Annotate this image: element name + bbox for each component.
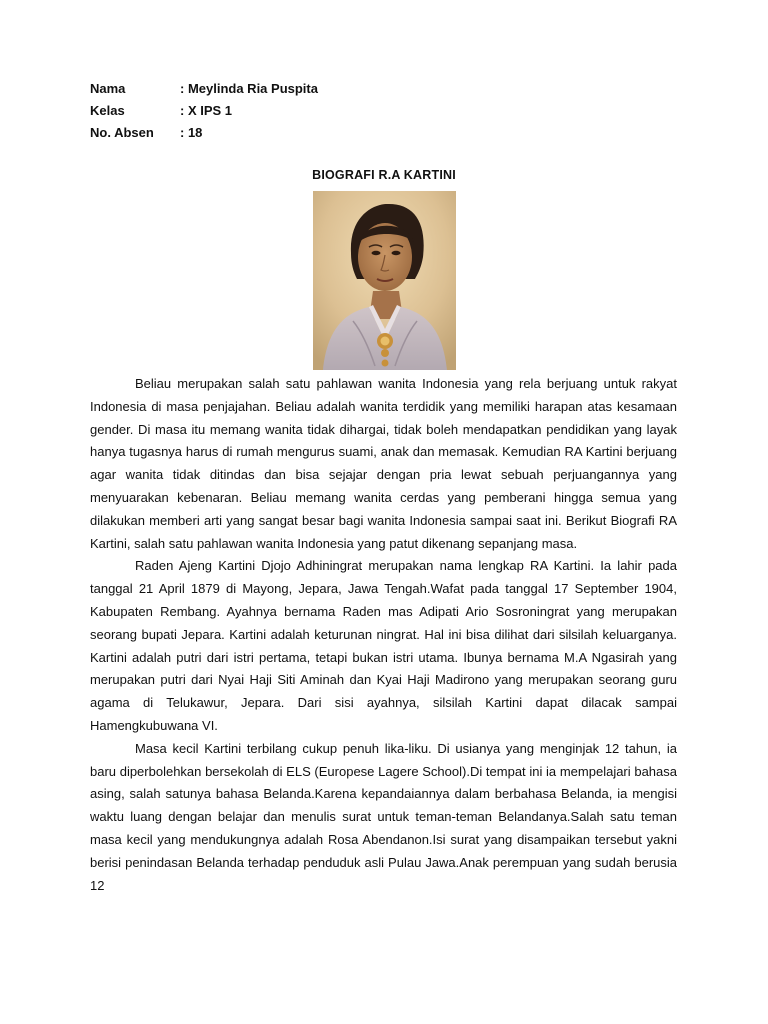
identity-row-name (90, 78, 318, 100)
biography-body (90, 373, 677, 897)
paragraph: Masa kecil Kartini terbilang cukup penuh lika-liku. Di usianya yang menginjak 12 tahun, ia baru diperbolehkan bersekolah di ELS (Europese Lagere School).Di tempat ini ia mempelajari bahasa asing, salah satunya bahasa Belanda.Karena kepandaiannya dalam berbahasa Belanda, ia mengisi waktu luang dengan belajar dan menulis surat untuk teman-teman Belandanya.Salah satu teman masa kecil yang mendukungnya adalah Rosa Abendanon.Isi surat yang disampaikan tersebut yakni berisi penindasan Belanda terhadap penduduk asli Pulau Jawa.Anak perempuan yang sudah berusia 12 (90, 740, 677, 893)
student-identity (90, 78, 318, 144)
identity-row-number (90, 122, 318, 144)
identity-label: Nama (90, 81, 126, 96)
kartini-portrait (313, 191, 456, 370)
identity-row-class (90, 100, 318, 122)
identity-label: No. Absen (90, 125, 154, 140)
identity-label: Kelas (90, 103, 125, 118)
identity-value: : 18 (180, 125, 203, 140)
paragraph: Raden Ajeng Kartini Djojo Adhiningrat merupakan nama lengkap RA Kartini. Ia lahir pada tanggal 21 April 1879 di Mayong, Jepara, Jawa Tengah.Wafat pada tanggal 17 September 1904, Kabupaten Rembang. Ayahnya bernama Raden mas Adipati Ario Sosroningrat yang merupakan seorang bupati Jepara. Kartini adalah keturunan ningrat. Hal ini bisa dilihat dari silsilah keluarganya. Kartini adalah putri dari istri pertama, tetapi bukan istri utama. Ibunya bernama M.A Ngasirah yang merupakan putri dari Nyai Haji Siti Aminah dan Kyai Haji Madirono yang merupakan seorang guru agama di Telukawur, Jepara. Dari sisi ayahnya, silsilah Kartini dapat dilacak sampai Hamengkubuwana VI. (90, 558, 677, 733)
paragraph: Beliau merupakan salah satu pahlawan wanita Indonesia yang rela berjuang untuk rakyat Indonesia di masa penjajahan. Beliau adalah wanita terdidik yang memiliki harapan atas kesamaan gender. Di masa itu memang wanita tidak dihargai, tidak boleh mendapatkan pendidikan yang layak hanya tugasnya harus di rumah mengurus suami, anak dan memasak. Kemudian RA Kartini berjuang agar wanita tidak ditindas dan bisa sejajar dengan pria lewat sebuah perjuangannya yang menyuarakan kebenaran. Beliau memang wanita cerdas yang pemberani hingga semua yang dilakukan memberi arti yang sangat besar bagi wanita Indonesia sampai saat ini. Berikut Biografi RA Kartini, salah satu pahlawan wanita Indonesia yang patut dikenang sepanjang masa. (90, 376, 677, 551)
identity-value: : Meylinda Ria Puspita (180, 81, 318, 96)
identity-value: : X IPS 1 (180, 103, 233, 118)
document-title: BIOGRAFI R.A KARTINI (312, 168, 456, 182)
